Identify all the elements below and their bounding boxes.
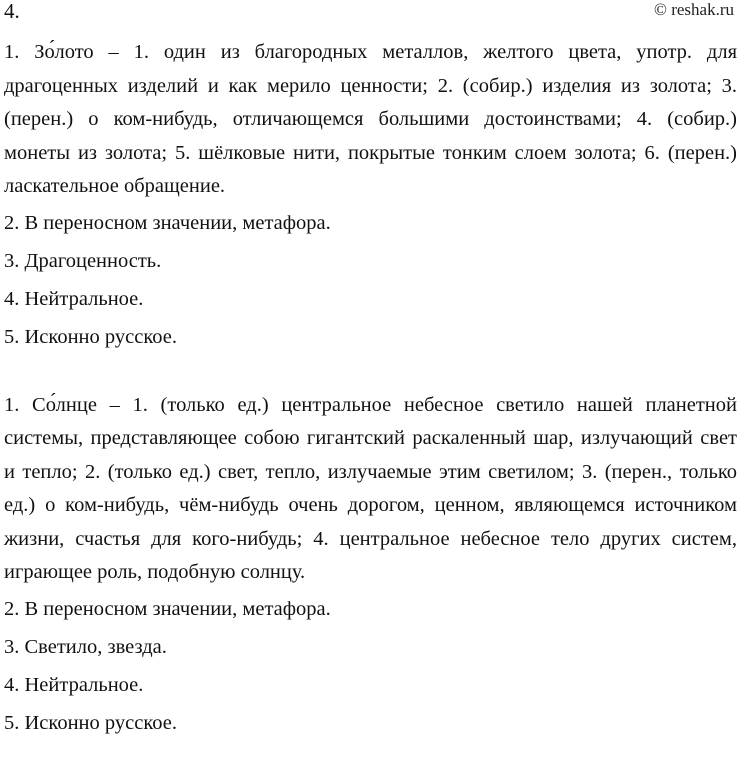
definition-solntse: 1. Со́лнце – 1. (только ед.) центральное небесное светило нашей планетной системы, представляющее собою гигантский раскаленный шар, излучающий свет и тепло; 2. (только ед.) свет, тепло, излучаемые этим светилом; 3. (перен., только ед.) о ком-нибудь, чём-нибудь очень дорогом, ценном, являющемся источником жизни, счастья для кого-нибудь; 4. центральное небесное тело других систем, играющее роль, подобную солнцу.	[4, 393, 737, 583]
answer-item: 3. Светило, звезда.	[4, 635, 167, 658]
answer-item: 5. Исконно русское.	[4, 325, 177, 348]
answer-item: 2. В переносном значении, метафора.	[4, 211, 331, 234]
answer-item: 2. В переносном значении, метафора.	[4, 597, 331, 620]
answer-item: 4. Нейтральное.	[4, 287, 144, 310]
section-spacer	[4, 359, 737, 389]
watermark: © reshak.ru	[654, 0, 734, 19]
task-number: 4.	[4, 0, 20, 23]
definition-zoloto: 1. Зо́лото – 1. один из благородных металлов, желтого цвета, употр. для драгоценных изделий и как мерило ценности; 2. (собир.) изделия из золота; 3. (перен.) о ком-нибудь, отличающемся большими достоинствами; 4. (собир.) монеты из золота; 5. шёлковые нити, покрытые тонким слоем золота; 6. (перен.) ласкательное обращение.	[4, 41, 737, 197]
answer-item: 5. Исконно русское.	[4, 711, 177, 734]
answer-item: 4. Нейтральное.	[4, 673, 144, 696]
answer-item: 3. Драгоценность.	[4, 249, 162, 272]
document-body	[4, 36, 737, 745]
